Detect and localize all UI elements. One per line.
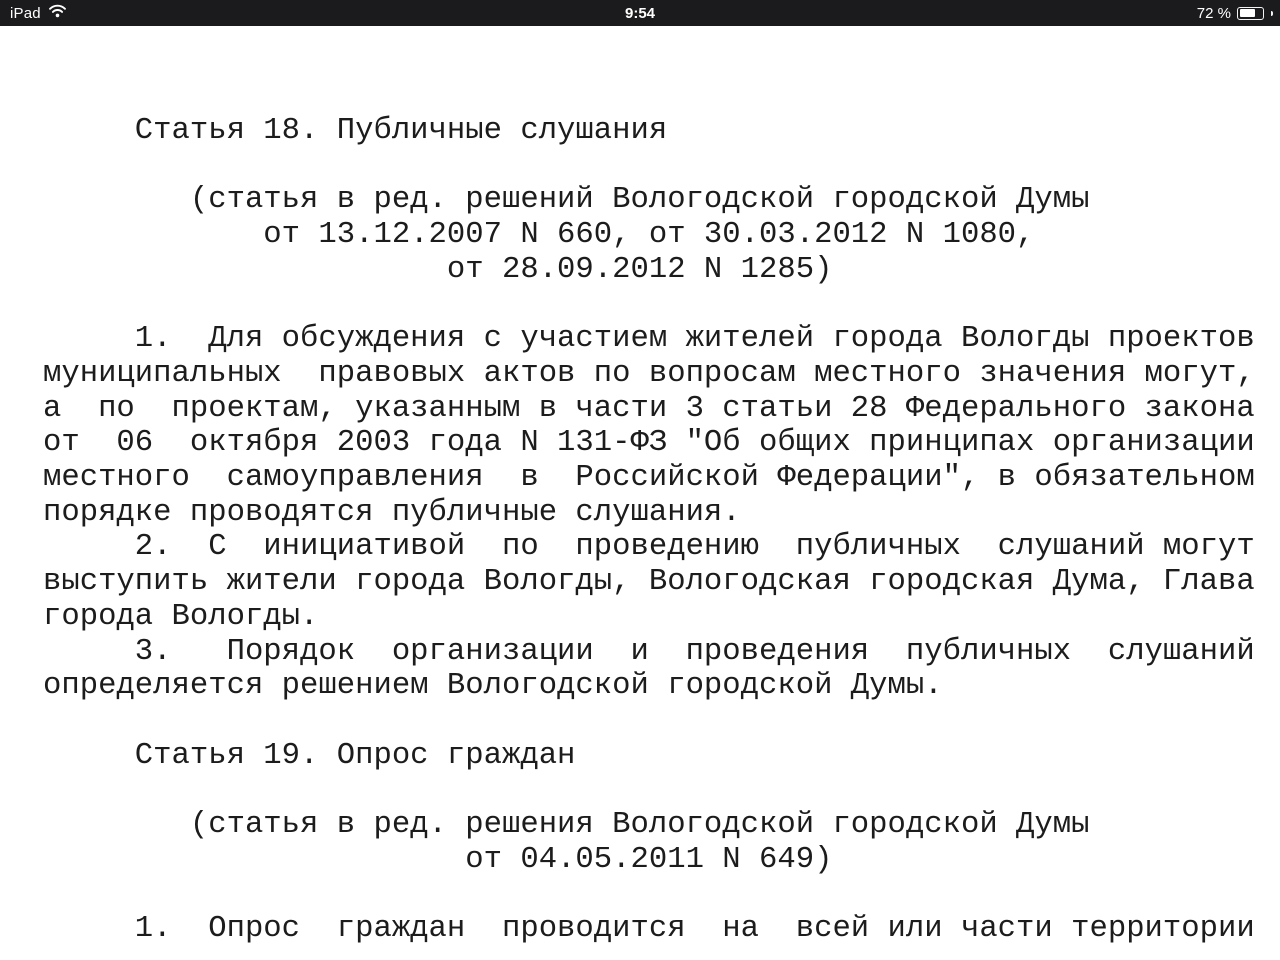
clock: 9:54 [624, 4, 656, 22]
text-line: а по проектам, указанным в части 3 статьи 28 Федерального закона [43, 391, 1255, 426]
carrier-label: iPad [10, 4, 41, 22]
status-bar [0, 0, 1280, 26]
text-line: 1. Для обсуждения с участием жителей города Вологды проектов [43, 322, 1255, 357]
text-line: муниципальных правовых актов по вопросам местного значения могут, [43, 356, 1255, 391]
text-line: от 13.12.2007 N 660, от 30.03.2012 N 1080, [43, 218, 1035, 253]
text-line: 1. Опрос граждан проводится на всей или части территории [43, 912, 1255, 947]
battery-icon [1237, 7, 1264, 20]
text-line: (статья в ред. решений Вологодской городской Думы [43, 183, 1090, 218]
text-line: 2. С инициативой по проведению публичных слушаний могут [43, 530, 1255, 565]
text-line: Статья 19. Опрос граждан [43, 738, 576, 773]
document-text [0, 26, 1280, 947]
text-line: выступить жители города Вологды, Вологодская городская Дума, Глава [43, 565, 1255, 600]
text-line: от 04.05.2011 N 649) [43, 842, 833, 877]
text-line [43, 704, 1280, 739]
status-bar-right [1197, 0, 1273, 26]
text-line: определяется решением Вологодской городской Думы. [43, 669, 943, 704]
text-line: (статья в ред. решения Вологодской городской Думы [43, 808, 1090, 842]
status-bar-left [10, 0, 67, 26]
text-line [43, 773, 1280, 808]
text-line [43, 877, 1280, 912]
text-line [43, 288, 1280, 323]
battery-percent-label: 72 % [1196, 4, 1231, 22]
text-line: 3. Порядок организации и проведения публичных слушаний [43, 634, 1255, 669]
battery-tip-icon [1271, 11, 1273, 16]
text-line: Статья 18. Публичные слушания [43, 114, 668, 148]
text-line: порядке проводятся публичные слушания. [43, 495, 741, 530]
text-line: местного самоуправления в Российской Федерации", в обязательном [43, 461, 1255, 495]
text-line: города Вологды. [43, 599, 319, 634]
text-line [43, 149, 1280, 184]
document-page[interactable] [0, 26, 1280, 960]
wifi-icon [48, 4, 67, 23]
text-line: от 28.09.2012 N 1285) [43, 252, 833, 287]
text-line: от 06 октября 2003 года N 131-ФЗ "Об общих принципах организации [43, 426, 1255, 461]
